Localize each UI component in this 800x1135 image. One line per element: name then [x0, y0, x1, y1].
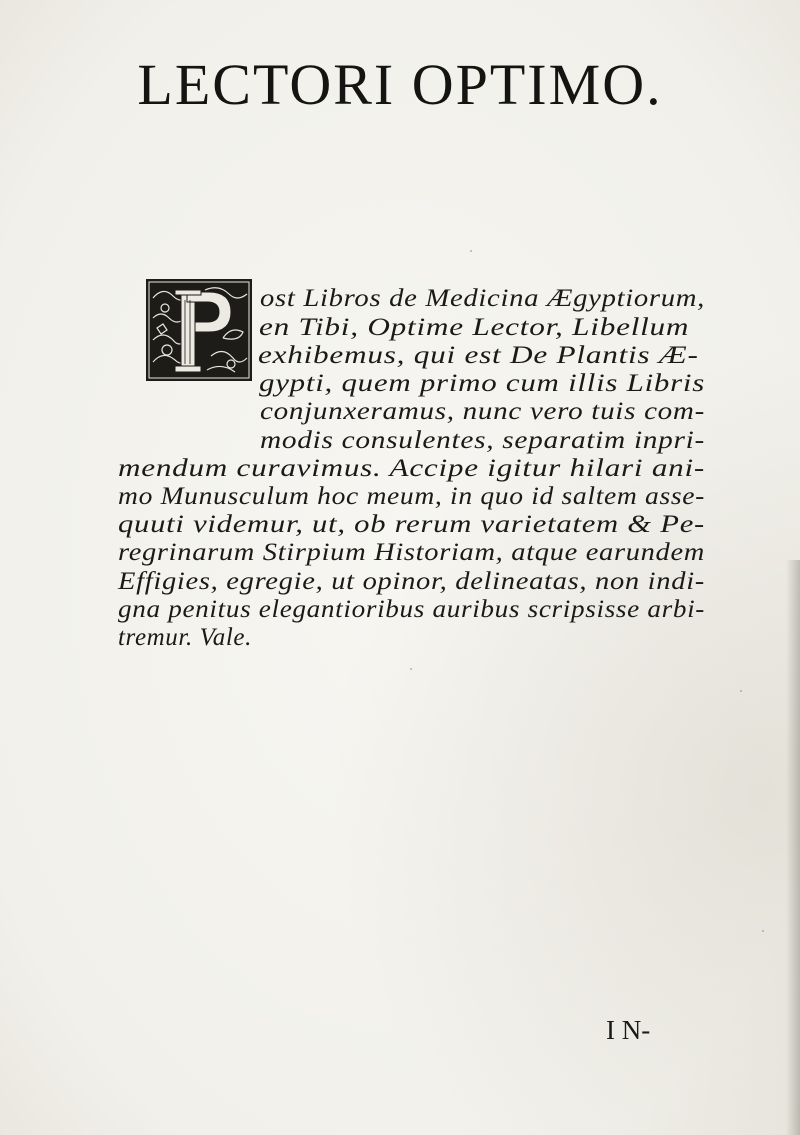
paper-speck: [762, 930, 764, 932]
text-line-8: mo Munusculum hoc meum, in quo id saltem asse-: [118, 483, 705, 510]
text-line-2: en Tibi, Optime Lector, Libellum: [259, 314, 690, 341]
catchword: I N-: [606, 1015, 651, 1045]
paper-speck: [470, 250, 472, 252]
text-line-5: conjunxeramus, nunc vero tuis com-: [260, 398, 705, 425]
text-line-12: gna penitus elegantioribus auribus scripsisse arbi-: [118, 596, 705, 623]
text-line-9: quuti videmur, ut, ob rerum varietatem & Pe-: [118, 511, 705, 538]
text-line-3: exhibemus, qui est De Plantis Æ-: [258, 342, 699, 369]
text-line-10: regrinarum Stirpium Historiam, atque earundem: [118, 539, 705, 566]
paper-speck: [410, 668, 412, 670]
text-line-1: ost Libros de Medicina Ægyptiorum,: [260, 285, 705, 312]
text-line-7: mendum curavimus. Accipe igitur hilari ani-: [118, 455, 705, 482]
page-edge-shadow: [786, 560, 800, 1135]
paper-speck: [740, 690, 742, 692]
text-line-13: tremur. Vale.: [118, 624, 252, 651]
text-line-6: modis consulentes, separatim inpri-: [260, 427, 705, 454]
text-line-4: gypti, quem primo cum illis Libris: [259, 370, 705, 397]
text-line-11: Effigies, egregie, ut opinor, delineatas, non indi-: [118, 568, 705, 595]
page-heading: LECTORI OPTIMO.: [137, 52, 663, 117]
decorated-initial-p: [145, 278, 253, 382]
